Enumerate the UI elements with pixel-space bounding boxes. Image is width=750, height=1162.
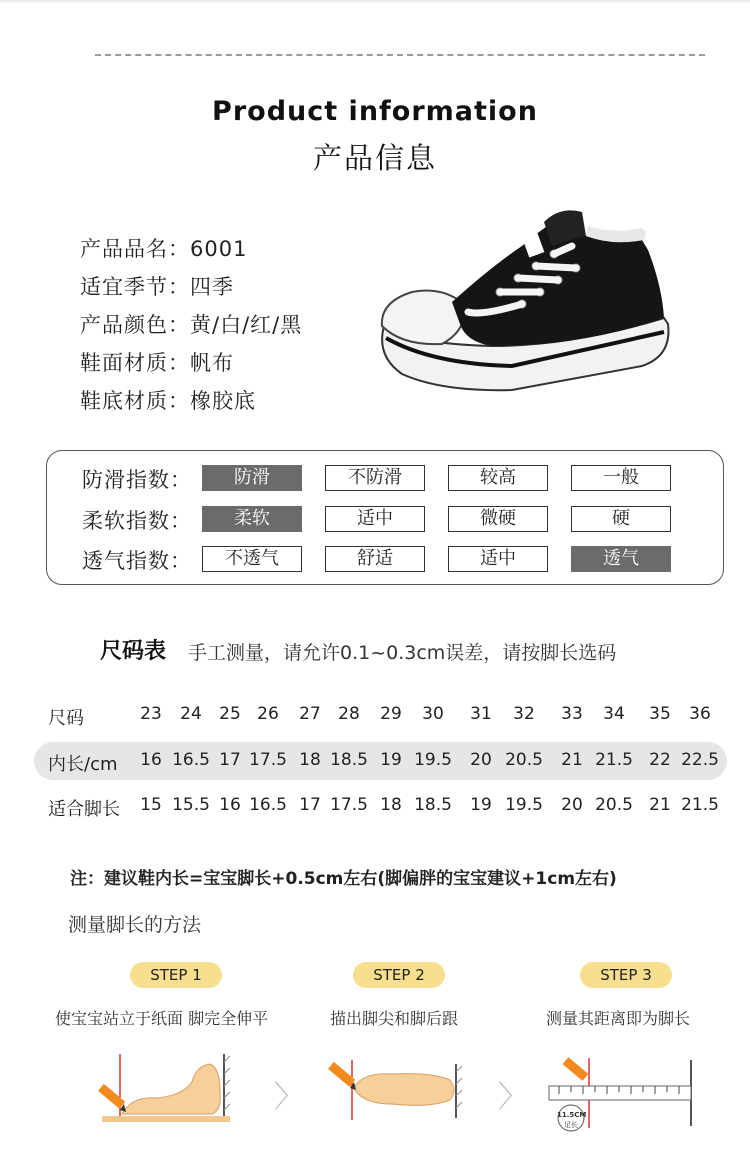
- chevron-right-icon: 〉: [498, 1080, 528, 1115]
- step-1-badge: STEP 1: [130, 962, 222, 988]
- size-cell: 26: [257, 704, 279, 724]
- dashed-divider: [95, 54, 705, 56]
- chevron-right-icon: 〉: [274, 1080, 304, 1115]
- ruler-tag-label: 足长: [564, 1121, 578, 1129]
- size-cell: 19.5: [505, 795, 543, 815]
- step-2-desc: 描出脚尖和脚后跟: [330, 1009, 459, 1028]
- row-label-foot: 适合脚长: [48, 799, 120, 820]
- size-cell: 36: [689, 704, 711, 724]
- size-cell: 33: [561, 704, 583, 724]
- size-cell: 17.5: [249, 750, 287, 770]
- size-chart-title: 尺码表: [100, 639, 167, 664]
- size-cell: 18.5: [330, 750, 368, 770]
- step-3-desc: 测量其距离即为脚长: [546, 1009, 691, 1028]
- info-label: 鞋面材质：: [80, 351, 190, 375]
- title-english: Product information: [212, 96, 538, 127]
- size-cell: 29: [380, 704, 402, 724]
- title-chinese: 产品信息: [312, 141, 437, 175]
- size-cell: 21.5: [681, 795, 719, 815]
- size-cell: 19: [470, 795, 492, 815]
- rating-label-breath: 透气指数：: [82, 549, 192, 573]
- size-cell: 32: [513, 704, 535, 724]
- info-value: 6001: [190, 237, 248, 261]
- size-cell: 19: [380, 750, 402, 770]
- size-cell: 15: [140, 795, 162, 815]
- info-value: 黄/白/红/黑: [190, 313, 303, 337]
- size-cell: 27: [299, 704, 321, 724]
- size-cell: 20.5: [505, 750, 543, 770]
- step-2-badge: STEP 2: [353, 962, 445, 988]
- rating-option: 适中: [325, 506, 425, 532]
- size-cell: 18: [299, 750, 321, 770]
- rating-option: 不透气: [202, 546, 302, 572]
- step-3-badge: STEP 3: [580, 962, 672, 988]
- info-row-season: [80, 271, 234, 301]
- info-label: 鞋底材质：: [80, 389, 190, 413]
- size-cell: 25: [219, 704, 241, 724]
- info-row-name: [80, 233, 247, 263]
- size-cell: 22.5: [681, 750, 719, 770]
- size-cell: 17: [219, 750, 241, 770]
- rating-option: 硬: [571, 506, 671, 532]
- size-cell: 21.5: [595, 750, 633, 770]
- row-label-size: 尺码: [48, 708, 84, 729]
- size-cell: 34: [603, 704, 625, 724]
- size-cell: 20.5: [595, 795, 633, 815]
- size-cell: 21: [561, 750, 583, 770]
- size-cell: 15.5: [172, 795, 210, 815]
- size-cell: 19.5: [414, 750, 452, 770]
- info-value: 四季: [190, 275, 234, 299]
- size-cell: 16.5: [249, 795, 287, 815]
- info-value: 帆布: [190, 351, 234, 375]
- size-cell: 16.5: [172, 750, 210, 770]
- size-cell: 18.5: [414, 795, 452, 815]
- top-edge: [0, 0, 750, 4]
- size-chart-note: 手工测量，请允许0.1~0.3cm误差，请按脚长选码: [188, 642, 617, 664]
- size-cell: 22: [649, 750, 671, 770]
- size-cell: 23: [140, 704, 162, 724]
- info-label: 适宜季节：: [80, 275, 190, 299]
- rating-option: 舒适: [325, 546, 425, 572]
- canvas-shoe-image: [372, 206, 682, 402]
- rating-option: 透气: [571, 546, 671, 572]
- size-cell: 20: [470, 750, 492, 770]
- rating-option: 较高: [448, 465, 548, 491]
- step-1-desc: 使宝宝站立于纸面 脚完全伸平: [55, 1009, 269, 1028]
- step-2-illustration: [322, 1058, 472, 1122]
- info-row-upper: [80, 347, 234, 377]
- rating-label-slip: 防滑指数：: [82, 468, 192, 492]
- ruler-tag-value: 11.5CM: [557, 1111, 587, 1119]
- info-row-color: [80, 309, 302, 339]
- rating-option: 适中: [448, 546, 548, 572]
- size-cell: 35: [649, 704, 671, 724]
- size-cell: 20: [561, 795, 583, 815]
- step-1-illustration: [92, 1052, 242, 1124]
- size-cell: 17: [299, 795, 321, 815]
- size-cell: 28: [338, 704, 360, 724]
- size-cell: 16: [219, 795, 241, 815]
- info-row-sole: [80, 385, 256, 415]
- rating-label-soft: 柔软指数：: [82, 509, 192, 533]
- size-cell: 18: [380, 795, 402, 815]
- size-cell: 16: [140, 750, 162, 770]
- rating-option: 柔软: [202, 506, 302, 532]
- size-cell: 31: [470, 704, 492, 724]
- info-label: 产品颜色：: [80, 313, 190, 337]
- rating-option: 防滑: [202, 465, 302, 491]
- size-advice: 注：建议鞋内长=宝宝脚长+0.5cm左右(脚偏胖的宝宝建议+1cm左右): [70, 869, 617, 889]
- info-value: 橡胶底: [190, 389, 256, 413]
- size-cell: 21: [649, 795, 671, 815]
- size-cell: 17.5: [330, 795, 368, 815]
- row-label-inner: 内长/cm: [48, 754, 118, 775]
- rating-option: 一般: [571, 465, 671, 491]
- rating-option: 微硬: [448, 506, 548, 532]
- rating-option: 不防滑: [325, 465, 425, 491]
- info-label: 产品品名：: [80, 237, 190, 261]
- method-title: 测量脚长的方法: [68, 914, 202, 936]
- size-cell: 24: [180, 704, 202, 724]
- size-cell: 30: [422, 704, 444, 724]
